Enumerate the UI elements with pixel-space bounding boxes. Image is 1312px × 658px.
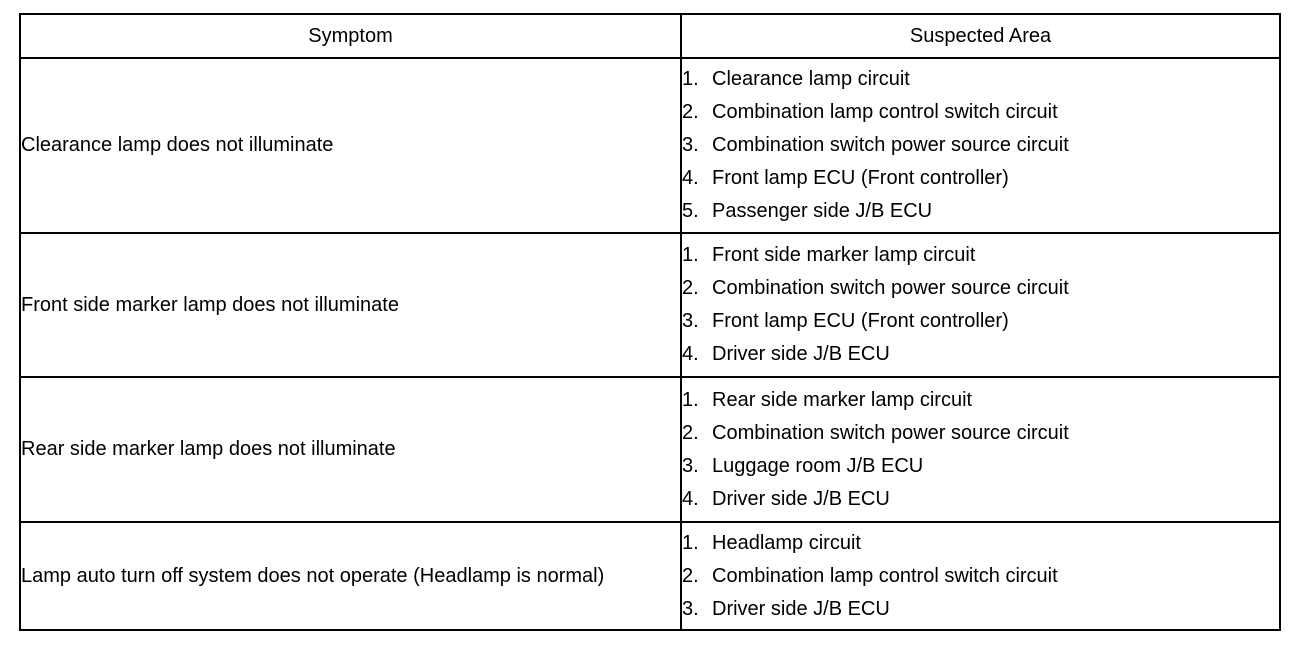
table-row [20,233,1280,377]
symptom-cell: Rear side marker lamp does not illuminate [20,377,681,522]
item-number: 1. [682,531,699,554]
item-text: Luggage room J/B ECU [712,454,924,477]
item-number: 2. [682,277,699,299]
item-number: 5. [682,200,699,222]
item-text: Combination switch power source circuit [712,277,1069,299]
item-text: Headlamp circuit [712,531,861,554]
symptom-cell: Lamp auto turn off system does not operate (Headlamp is normal) [20,522,681,630]
item-text: Front lamp ECU (Front controller) [712,167,1009,189]
item-number: 2. [682,564,699,587]
item-text: Combination lamp control switch circuit [712,101,1058,123]
suspected-area-list [682,63,1279,228]
list-item [682,560,1279,593]
item-number: 1. [682,388,699,411]
header-row [20,14,1280,58]
item-text: Driver side J/B ECU [712,487,890,510]
suspected-area-list [682,384,1279,516]
list-item [682,483,1279,516]
item-text: Driver side J/B ECU [712,597,890,620]
item-number: 3. [682,134,699,156]
list-item [682,272,1279,305]
list-item [682,63,1279,96]
symptom-cell: Front side marker lamp does not illuminate [20,233,681,377]
table-row [20,377,1280,522]
suspected-area-list [682,527,1279,626]
item-number: 3. [682,454,699,477]
item-number: 4. [682,487,699,510]
item-number: 4. [682,343,699,365]
list-item [682,593,1279,626]
item-number: 1. [682,68,699,90]
item-text: Front lamp ECU (Front controller) [712,310,1009,332]
suspected-area-column-header: Suspected Area [681,14,1280,58]
table-row [20,522,1280,630]
item-number: 2. [682,421,699,444]
item-text: Combination lamp control switch circuit [712,564,1058,587]
item-text: Combination switch power source circuit [712,134,1069,156]
item-number: 3. [682,310,699,332]
symptom-table [19,13,1281,631]
list-item [682,96,1279,129]
suspected-area-cell [681,58,1280,233]
suspected-area-cell [681,522,1280,630]
item-text: Rear side marker lamp circuit [712,388,973,411]
list-item [682,239,1279,272]
list-item [682,450,1279,483]
item-text: Clearance lamp circuit [712,68,910,90]
symptom-column-header: Symptom [20,14,681,58]
item-text: Driver side J/B ECU [712,343,890,365]
item-text: Front side marker lamp circuit [712,244,976,266]
item-text: Passenger side J/B ECU [712,200,933,222]
item-number: 4. [682,167,699,189]
item-number: 1. [682,244,699,266]
item-number: 3. [682,597,699,620]
list-item [682,527,1279,560]
list-item [682,162,1279,195]
item-number: 2. [682,101,699,123]
list-item [682,384,1279,417]
list-item [682,129,1279,162]
list-item [682,417,1279,450]
suspected-area-list [682,239,1279,371]
suspected-area-cell [681,377,1280,522]
list-item [682,195,1279,228]
item-text: Combination switch power source circuit [712,421,1069,444]
symptom-cell: Clearance lamp does not illuminate [20,58,681,233]
table-row [20,58,1280,233]
suspected-area-cell [681,233,1280,377]
list-item [682,305,1279,338]
list-item [682,338,1279,371]
